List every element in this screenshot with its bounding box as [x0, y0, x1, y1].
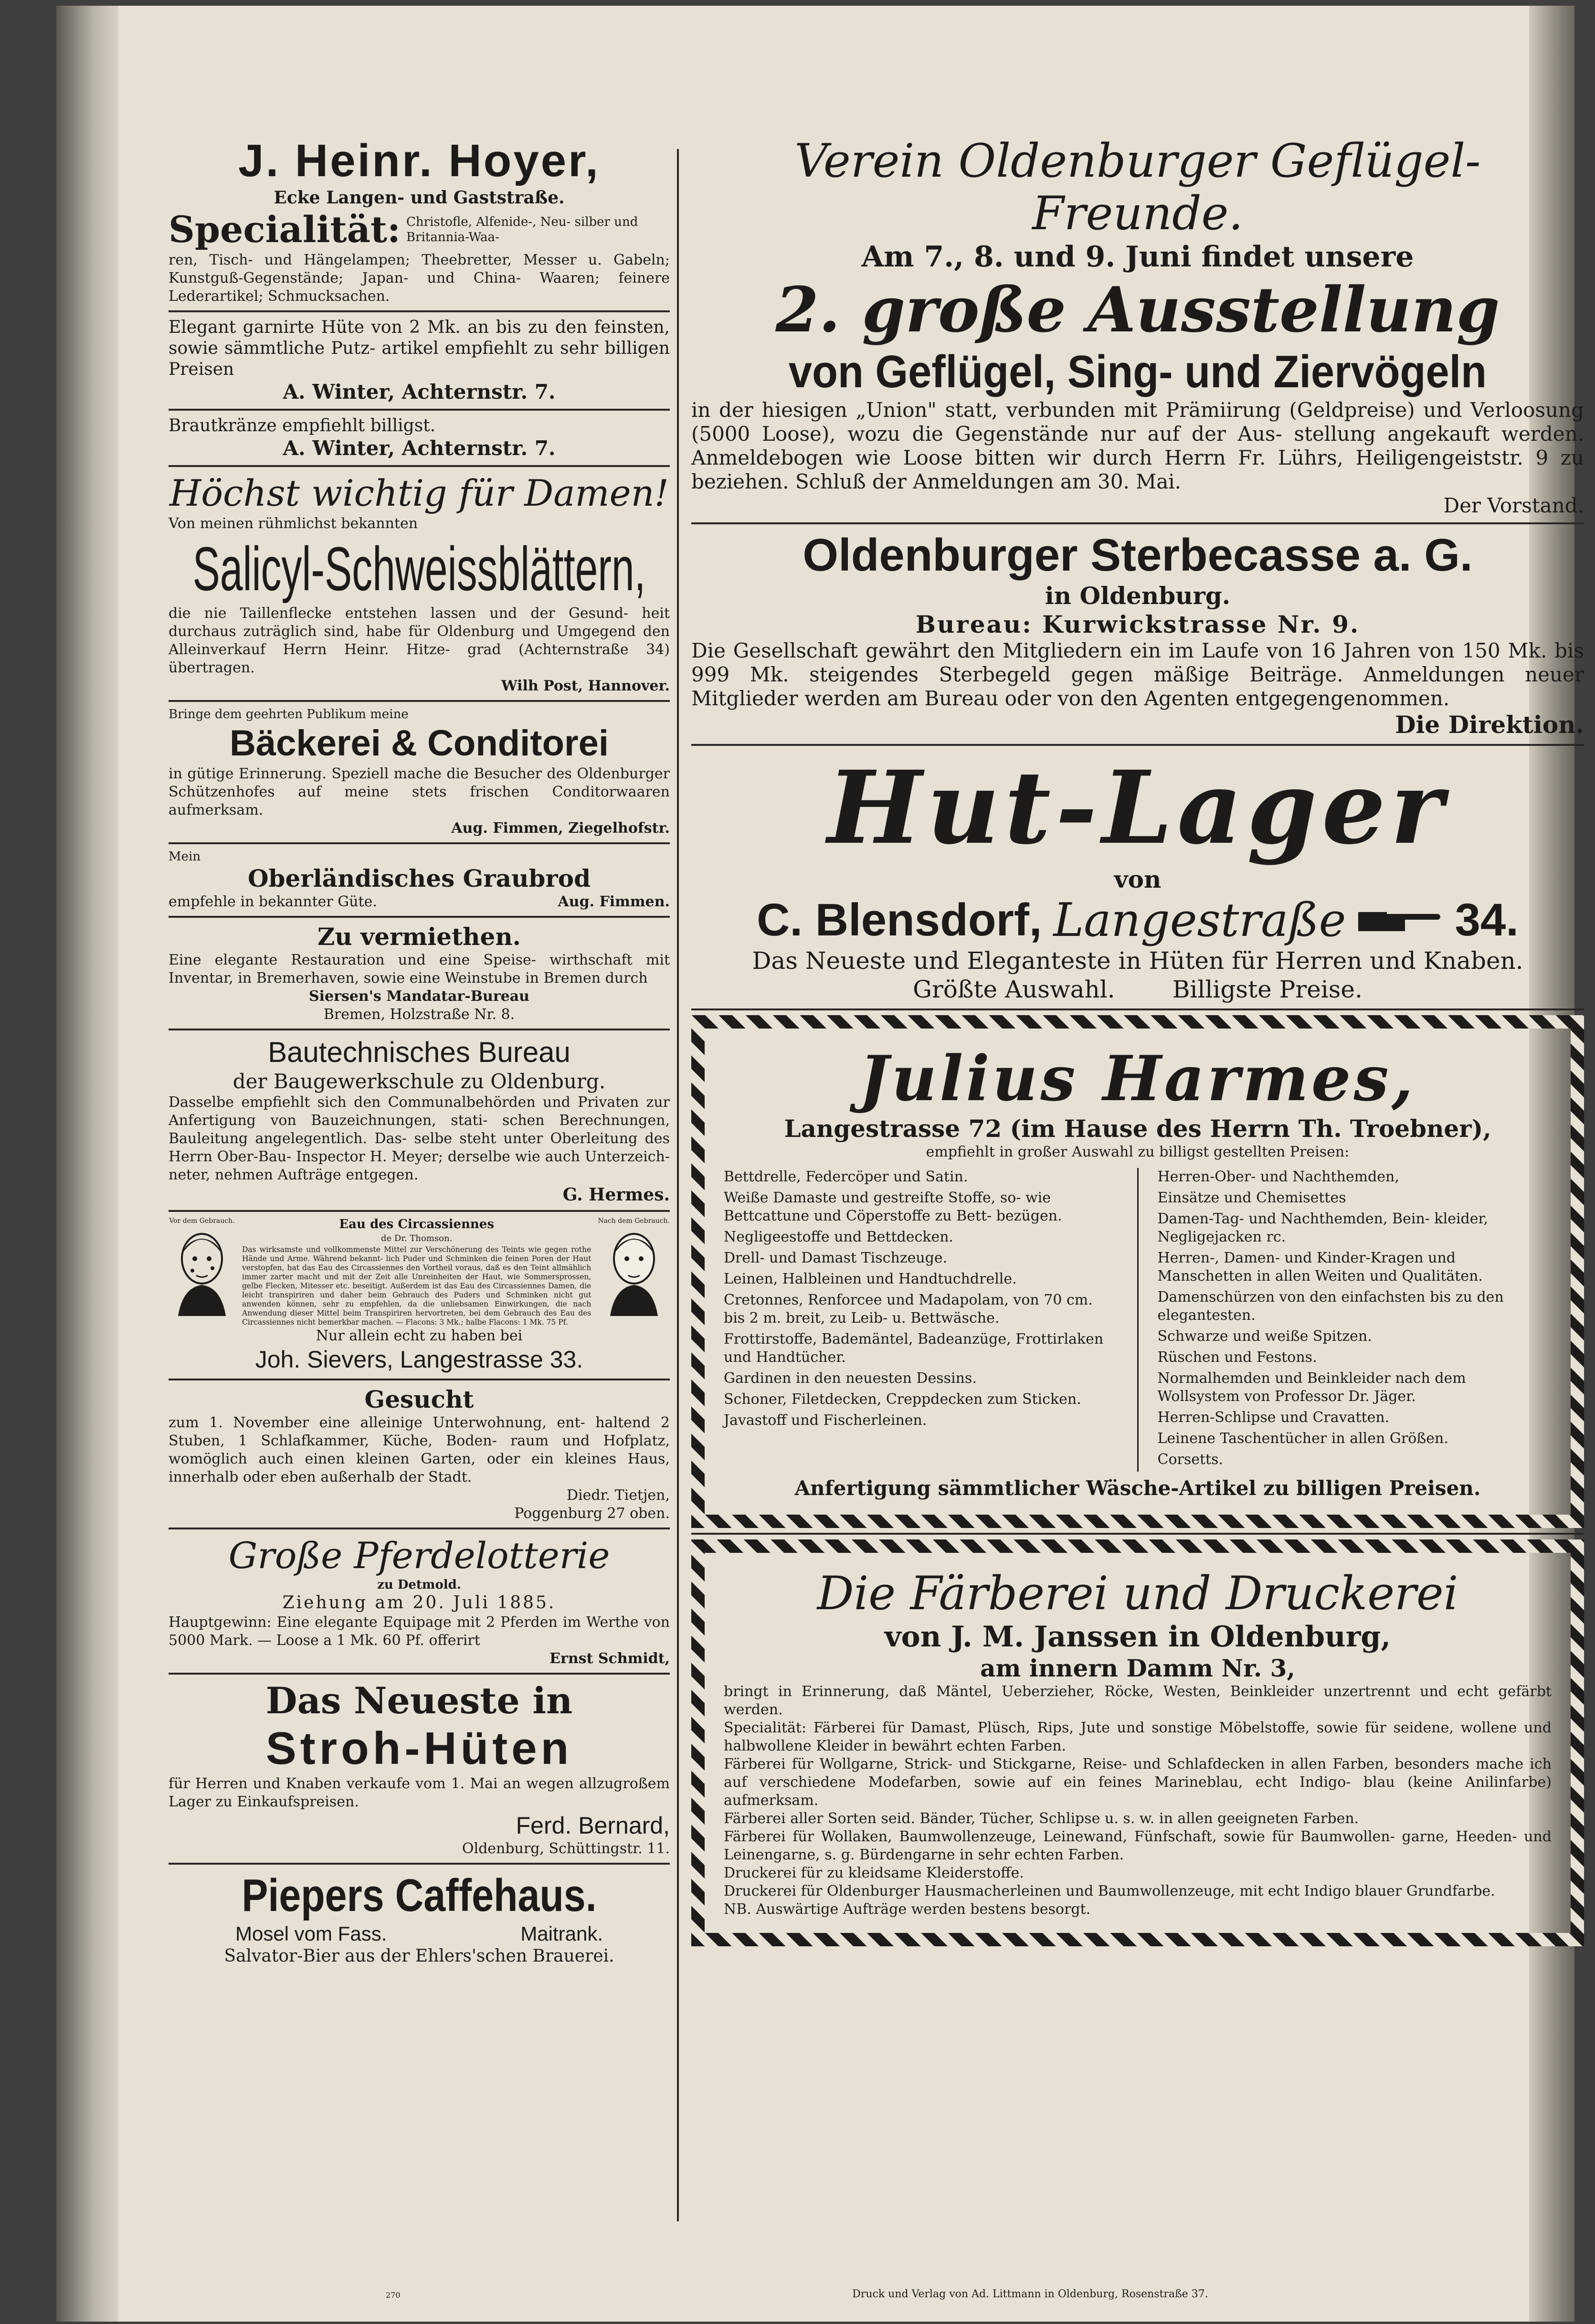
harmes-left-list	[724, 1168, 1118, 1472]
vermiethen-address: Bremen, Holzstraße Nr. 8.	[323, 1006, 515, 1023]
list-divider	[1137, 1168, 1139, 1472]
list-item: Herren-Schlipse und Cravatten.	[1157, 1409, 1390, 1426]
after-label: Nach dem Gebrauch.	[598, 1217, 670, 1225]
lotterie-text: Hauptgewinn: Eine elegante Equipage mit 2 Pferden im Werthe von 5000 Mark. — Loose a 1 Mk. 60 Pf. offerirt	[169, 1614, 670, 1649]
hutlager-line1: Das Neueste und Eleganteste in Hüten für Herren und Knaben.	[752, 947, 1523, 975]
circassiennes-only: Nur allein echt zu haben bei	[316, 1327, 523, 1344]
graubrod-sign: Aug. Fimmen.	[558, 893, 670, 910]
before-label: Vor dem Gebrauch.	[169, 1217, 235, 1225]
bautech-sub: der Baugewerkschule zu Oldenburg.	[232, 1070, 606, 1093]
divider	[691, 1008, 1584, 1010]
divider	[169, 700, 670, 702]
bernard-sign: Ferd. Bernard,	[516, 1812, 670, 1839]
graubrod-lead: Mein	[169, 849, 201, 864]
janssen-p1: bringt in Erinnerung, daß Mäntel, Ueberzieher, Röcke, Westen, Beinkleider unzertrennt und echt gefärbt werden.	[724, 1683, 1552, 1718]
ad-hut-lager	[691, 751, 1584, 1004]
hutlager-name: C. Blensdorf,	[757, 894, 1042, 945]
list-item: Negligeestoffe und Bettdecken.	[724, 1229, 954, 1245]
ad-vermiethen	[169, 923, 670, 1024]
ad-bernard	[169, 1679, 670, 1858]
harmes-right-list	[1158, 1168, 1552, 1472]
divider	[691, 1533, 1584, 1535]
list-item: Leinen, Halbleinen und Handtuchdrelle.	[724, 1271, 1017, 1287]
list-item: Einsätze und Chemisettes	[1157, 1189, 1346, 1206]
bautech-headline: Bautechnisches Bureau	[268, 1036, 570, 1068]
divider	[169, 465, 670, 467]
vermiethen-text: Eine elegante Restauration und eine Speise- wirthschaft mit Inventar, in Bremerhaven, sowie eine Weinstube in Bremen durch	[169, 952, 670, 987]
ad-fimmen-baeckerei	[169, 707, 670, 838]
gesucht-address: Poggenburg 27 oben.	[514, 1505, 670, 1522]
janssen-nb: NB. Auswärtige Aufträge werden bestens besorgt.	[724, 1901, 1091, 1918]
salicyl-product: Salicyl-Schweissblättern,	[192, 534, 646, 604]
pipers-name: Piepers Caffehaus.	[242, 1870, 597, 1921]
fimmen-sign: Aug. Fimmen, Ziegelhofstr.	[451, 820, 670, 837]
janssen-address: am innern Damm Nr. 3,	[980, 1654, 1295, 1682]
verein-sign: Der Vorstand.	[1443, 494, 1584, 517]
ad-janssen-faerberei	[691, 1539, 1584, 1946]
bernard-address: Oldenburg, Schüttingstr. 11.	[462, 1840, 670, 1857]
janssen-p3: Färberei für Wollgarne, Strick- und Stickgarne, Reise- und Schlafdecken in allen Farben, besonders mache ich auf verschiedene Modefarben, sowie auf ein feines Marineblau, echt Indigo- blau (keine Anilinfarbe) aufmerksam.	[724, 1756, 1552, 1809]
lotterie-place: zu Detmold.	[377, 1578, 461, 1592]
hoyer-label: Specialität:	[169, 208, 401, 251]
bernard-text: für Herren und Knaben verkaufe vom 1. Mai an wegen allzugroßem Lager zu Einkaufspreisen.	[169, 1775, 670, 1810]
janssen-p2: Specialität: Färberei für Damast, Plüsch, Rips, Jute und sonstige Möbelstoffe, sowie für seidene, wollene und halbwollene Kleider in bewährt echten Farben.	[724, 1719, 1552, 1754]
winter-kraenze-text: Brautkränze empfiehlt billigst.	[169, 416, 436, 435]
circassiennes-by: de Dr. Thomson.	[381, 1233, 453, 1243]
hutlager-line2a: Größte Auswahl.	[913, 976, 1115, 1003]
winter-huete-sign: A. Winter, Achternstr. 7.	[283, 380, 556, 403]
list-item: Damen-Tag- und Nachthemden, Bein- kleider, Negligejacken rc.	[1157, 1210, 1489, 1245]
winter-huete-text: Elegant garnirte Hüte von 2 Mk. an bis zu den feinsten, sowie sämmtliche Putz- artikel empfiehlt zu sehr billigen Preisen	[169, 318, 670, 379]
list-item: Rüschen und Festons.	[1157, 1349, 1317, 1366]
divider	[169, 916, 670, 918]
hutlager-number: 34.	[1455, 894, 1519, 945]
list-item: Herren-Ober- und Nachthemden,	[1157, 1168, 1399, 1185]
verein-text: in der hiesigen „Union" statt, verbunden mit Prämiirung (Geldpreise) und Verloosung (5000 Loose), wozu die Gegenstände nur auf der Aus- stellung angekauft werden. Anmeldebogen wie Loose bitten wir durch Herrn Fr. Lührs, Heiligengeiststr. 9 zu beziehen. Schluß der Anmeldungen am 30. Mai.	[691, 398, 1584, 493]
salicyl-lead: Von meinen rühmlichst bekannten	[169, 515, 418, 532]
hoyer-name: J. Heinr. Hoyer,	[238, 135, 600, 186]
hoyer-text-b: ren, Tisch- und Hängelampen; Theebretter, Messer u. Gabeln; Kunstguß-Gegenstände; Japan- und China- Waaren; feinere Lederartikel; Schmucksachen.	[169, 252, 670, 305]
pointing-hand-icon	[1357, 903, 1443, 937]
divider	[169, 1379, 670, 1380]
sterbe-place: in Oldenburg.	[1045, 582, 1231, 610]
circassiennes-title: Eau des Circassiennes	[339, 1217, 494, 1231]
harmes-footer: Anfertigung sämmtlicher Wäsche-Artikel zu billigen Preisen.	[794, 1476, 1481, 1500]
list-item: Schoner, Filetdecken, Creppdecken zum Sticken.	[724, 1391, 1081, 1408]
hoyer-text-a: Christofle, Alfenide-, Neu- silber und Britannia-Waa-	[406, 215, 638, 244]
fimmen-name: Bäckerei & Conditorei	[230, 723, 609, 764]
verein-subtitle: von Geflügel, Sing- und Ziervögeln	[788, 346, 1487, 397]
left-page-edge	[56, 6, 118, 2322]
before-portrait-icon	[169, 1225, 235, 1316]
sterbe-text: Die Gesellschaft gewährt den Mitgliedern ein im Laufe von 16 Jahren von 150 Mk. bis 999 Mk. steigendes Sterbegeld gegen mäßige Beiträge. Anmeldungen neuer Mitglieder werden am Bureau oder von den Agenten entgegengenommen.	[691, 639, 1584, 710]
list-item: Schwarze und weiße Spitzen.	[1157, 1328, 1372, 1345]
ad-winter-kraenze	[169, 415, 670, 460]
winter-kraenze-sign: A. Winter, Achternstr. 7.	[283, 436, 556, 460]
list-item: Corsetts.	[1157, 1451, 1224, 1468]
circassiennes-sign: Joh. Sievers, Langestrasse 33.	[255, 1346, 583, 1373]
salicyl-sign: Wilh Post, Hannover.	[501, 678, 670, 694]
list-item: Herren-, Damen- und Kinder-Kragen und Manschetten in allen Weiten und Qualitäten.	[1157, 1250, 1483, 1284]
verein-headline: Verein Oldenburger Geflügel-Freunde.	[794, 134, 1481, 240]
list-item: Normalhemden und Beinkleider nach dem Wollsystem von Professor Dr. Jäger.	[1157, 1370, 1466, 1405]
divider	[169, 1673, 670, 1675]
column-divider	[677, 149, 679, 2221]
list-item: Bettdrelle, Federcöper und Satin.	[724, 1168, 968, 1185]
list-item: Gardinen in den neuesten Dessins.	[724, 1370, 977, 1387]
hutlager-line2b: Billigste Preise.	[1172, 976, 1363, 1003]
ad-winter-huete	[169, 317, 670, 404]
janssen-p6: Druckerei für zu kleidsame Kleiderstoffe.	[724, 1865, 1024, 1881]
salicyl-text: die nie Taillenflecke entstehen lassen und der Gesund- heit durchaus zuträglich sind, habe für Oldenburg und Umgegend den Alleinverkauf Herrn Heinr. Hitze- grad (Achternstraße 34) übertragen.	[169, 605, 670, 676]
gesucht-headline: Gesucht	[364, 1385, 474, 1413]
hutlager-headline: Hut-Lager	[827, 749, 1448, 867]
divider	[691, 744, 1584, 746]
list-item: Frottirstoffe, Bademäntel, Badeanzüge, Frottirlaken und Handtücher.	[724, 1331, 1104, 1366]
ad-eau-des-circassiennes	[169, 1217, 670, 1374]
graubrod-name: Oberländisches Graubrod	[247, 864, 591, 892]
ad-salicyl	[169, 472, 670, 695]
ad-julius-harmes	[691, 1015, 1584, 1528]
right-column	[691, 135, 1584, 1946]
vermiethen-headline: Zu vermiethen.	[317, 923, 521, 951]
ad-bautechnisches-bureau	[169, 1035, 670, 1205]
harmes-name: Julius Harmes,	[859, 1042, 1416, 1115]
divider	[169, 310, 670, 312]
divider	[169, 842, 670, 844]
ad-verein-gefluegel	[691, 135, 1584, 518]
list-item: Leinene Taschentücher in allen Größen.	[1157, 1430, 1448, 1447]
vermiethen-agent: Siersen's Mandatar-Bureau	[309, 988, 529, 1005]
left-column	[169, 135, 670, 1967]
bautech-sign: G. Hermes.	[562, 1185, 670, 1205]
list-item: Cretonnes, Renforcee und Madapolam, von 70 cm. bis 2 m. breit, zu Leib- u. Bettwäsche.	[724, 1292, 1093, 1326]
circassiennes-text: Das wirksamste und vollkommenste Mittel zur Verschönerung des Teints wie gegen rothe Hände und Arme. Während bekannt- lich Puder und Schminken die feinen Poren der Haut verstopfen, hat das Eau des Circassiennes den Vortheil voraus, daß es den Teint allmählich immer zarter macht und mit der Zeit alle Unreinheiten der Haut, wie Sommersprossen, gelbe Flecken, Mitesser etc. beseitigt. Außerdem ist das Eau des Circassiennes Damen, die leicht transpiriren und daher beim Gebrauch des Puders und Schminken nicht gut anwenden können, sehr zu empfehlen, da die unliebsamen Einwirkungen, die nach Anwendung dieser Mittel beim Transpiriren hervortreten, bei dem Gebrauch des Eau des Circassiennes nicht bemerkbar machen. — Flacons: 3 Mk.; halbe Flacons: 1 Mk. 75 Pf.	[242, 1245, 592, 1326]
lotterie-headline: Große Pferdelotterie	[228, 1534, 610, 1577]
harmes-address: Langestrasse 72 (im Hause des Herrn Th. Troebner),	[784, 1114, 1491, 1143]
list-item: Weiße Damaste und gestreifte Stoffe, so- wie Bettcattune und Cöperstoffe zu Bett- bezügen.	[724, 1189, 1062, 1224]
hutlager-street: Langestraße	[1053, 893, 1346, 947]
pipers-left: Mosel vom Fass.	[235, 1922, 387, 1945]
list-item: Javastoff und Fischerleinen.	[724, 1412, 927, 1429]
sterbe-bureau: Bureau: Kurwickstrasse Nr. 9.	[915, 610, 1360, 638]
list-item: Damenschürzen von den einfachsten bis zu den elegantesten.	[1157, 1289, 1504, 1324]
newspaper-page	[56, 6, 1584, 2322]
imprint: Druck und Verlag von Ad. Littmann in Oldenburg, Rosenstraße 37.	[852, 2288, 1208, 2300]
ad-gesucht	[169, 1385, 670, 1523]
lotterie-date: Ziehung am 20. Juli 1885.	[282, 1593, 556, 1613]
janssen-p4: Färberei aller Sorten seid. Bänder, Tücher, Schlipse u. s. w. in allen geeigneten Farben.	[724, 1810, 1359, 1827]
fimmen-lead: Bringe dem geehrten Publikum meine	[169, 707, 409, 722]
pipers-bottom: Salvator-Bier aus der Ehlers'schen Brauerei.	[224, 1946, 614, 1966]
divider	[169, 409, 670, 411]
lotterie-sign: Ernst Schmidt,	[549, 1650, 670, 1667]
graubrod-text: empfehle in bekannter Güte.	[169, 893, 377, 910]
hoyer-address: Ecke Langen- und Gaststraße.	[274, 188, 565, 208]
ad-sterbecasse	[691, 529, 1584, 739]
ad-fimmen-graubrod	[169, 849, 670, 911]
janssen-headline: Die Färberei und Druckerei	[817, 1567, 1458, 1620]
pipers-right: Maitrank.	[520, 1922, 603, 1945]
janssen-p7: Druckerei für Oldenburger Hausmacherleinen und Baumwollenzeuge, mit echt Indigo blauer Grundfarbe.	[724, 1883, 1495, 1900]
hutlager-von: von	[1114, 865, 1162, 893]
list-item: Drell- und Damast Tischzeuge.	[724, 1250, 948, 1266]
fimmen-text: in gütige Erinnerung. Speziell mache die Besucher des Oldenburger Schützenhofes auf meine stets frischen Conditorwaaren aufmerksam.	[169, 765, 670, 818]
divider	[691, 522, 1584, 524]
verein-dates: Am 7., 8. und 9. Juni findet unsere	[861, 240, 1414, 274]
after-portrait-icon	[601, 1225, 667, 1316]
ad-pferdelotterie	[169, 1534, 670, 1668]
janssen-line: von J. M. Janssen in Oldenburg,	[884, 1620, 1391, 1654]
janssen-p5: Färberei für Wollaken, Baumwollenzeuge, Leinewand, Fünfschaft, sowie für Baumwollen- garne, Heeden- und Leinengarne, s. g. Bürdengarne in sehr echten Farben.	[724, 1828, 1552, 1863]
verein-title: 2. große Ausstellung	[775, 273, 1500, 346]
sterbe-sign: Die Direktion.	[1395, 711, 1584, 739]
page-mark: 270	[386, 2291, 401, 2300]
divider	[169, 1210, 670, 1212]
gesucht-text: zum 1. November eine alleinige Unterwohnung, ent- haltend 2 Stuben, 1 Schlafkammer, Küche, Boden- raum und Hofplatz, womöglich auch einen kleinen Garten, oder ein kleines Haus, innerhalb oder eben außerhalb der Stadt.	[169, 1414, 670, 1486]
ad-hoyer	[169, 135, 670, 306]
divider	[169, 1863, 670, 1865]
harmes-lead: empfiehlt in großer Auswahl zu billigst gestellten Preisen:	[926, 1144, 1350, 1160]
bautech-text: Dasselbe empfiehlt sich den Communalbehörden und Privaten zur Anfertigung von Bauzeichnungen, stati- schen Berechnungen, Bauleitung angelegentlich. Das- selbe steht unter Oberleitung des Herrn Ober-Bau- Inspector H. Meyer; derselbe wie auch Unterzeich- neter, nehmen Aufträge entgegen.	[169, 1094, 670, 1183]
ad-piepers-caffehaus	[169, 1869, 670, 1967]
salicyl-headline: Höchst wichtig für Damen!	[169, 472, 669, 514]
divider	[169, 1029, 670, 1030]
bernard-line2: Stroh-Hüten	[265, 1723, 573, 1774]
divider	[169, 1528, 670, 1529]
gesucht-sign: Diedr. Tietjen,	[566, 1487, 670, 1504]
bernard-line1: Das Neueste in	[265, 1679, 573, 1722]
sterbe-headline: Oldenburger Sterbecasse a. G.	[803, 530, 1473, 581]
